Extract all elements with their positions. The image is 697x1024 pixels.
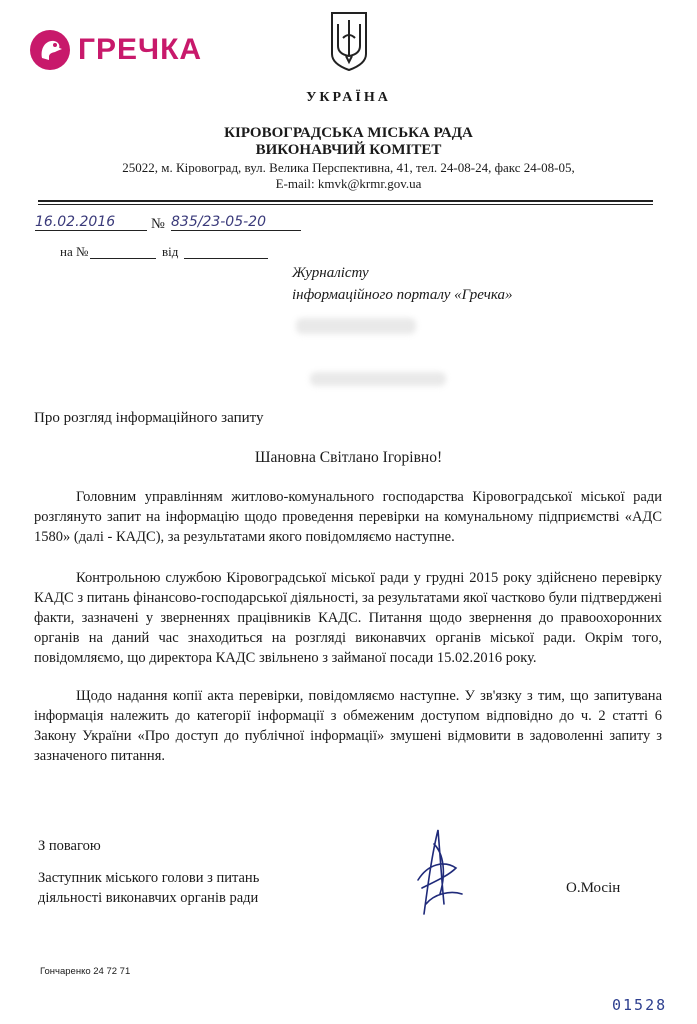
signatory-title-line-2: діяльності виконавчих органів ради (38, 890, 259, 906)
signatory-title-line-1: Заступник міського голови з питань (38, 870, 260, 886)
org-line-2: ВИКОНАВЧИЙ КОМІТЕТ (255, 142, 442, 158)
org-line-1: КІРОВОГРАДСЬКА МІСЬКА РАДА (224, 125, 473, 141)
recipient-line-1: Журналісту (292, 265, 369, 281)
email-line: E-mail: kmvk@krmr.gov.ua (275, 176, 422, 191)
parrot-icon (30, 30, 70, 70)
letterhead-rule-thick (38, 200, 653, 202)
trident-emblem-icon (329, 10, 369, 77)
handwritten-signature (404, 824, 474, 929)
outgoing-reference (35, 214, 335, 238)
incoming-date-blank (184, 258, 268, 259)
site-logo (30, 30, 202, 70)
redacted-name (296, 318, 416, 334)
body-paragraph-3: Щодо надання копії акта перевірки, повідомляємо наступне. У зв'язку з тим, що запитувана інформація належить до категорії інформації з обмеженим доступом відповідно до ч. 2 статті 6 Закону України «Про доступ до публічної інформації» змушені відмовити в задоволенні запиту з зазначеного питання. (34, 688, 662, 764)
address-line: 25022, м. Кіровоград, вул. Велика Перспективна, 41, тел. 24-08-24, факс 24-08-05, (122, 160, 575, 175)
executor-note: Гончаренко 24 72 71 (40, 966, 131, 977)
incoming-reference (60, 244, 280, 264)
outgoing-date: 16.02.2016 (35, 214, 147, 231)
incoming-number-label: на № (60, 244, 89, 259)
outgoing-number-label: № (151, 216, 165, 232)
incoming-number-blank (90, 258, 156, 259)
country-heading: УКРАЇНА (306, 90, 391, 105)
signatory-name: О.Мосін (566, 880, 621, 896)
closing-phrase: З повагою (38, 838, 101, 854)
body-paragraph-2: Контрольною службою Кіровоградської міської ради у грудні 2015 року здійснено перевірку КАДС з питань фінансово-господарської діяльності, за результатами якої частково були підтверджені факти, зазначені у зверненнях працівників КАДС. Питання щодо звернення до правоохоронних органів на даний час знаходиться на розгляді виконавчих органів міської ради. Окрім того, повідомляємо, що директора КАДС звільнено з займаної посади 15.02.2016 року. (34, 570, 662, 666)
outgoing-number: 835/23-05-20 (171, 214, 301, 231)
address-block (0, 160, 697, 192)
recipient-line-2: інформаційного порталу «Гречка» (292, 287, 513, 303)
letterhead-rule-thin (38, 204, 653, 205)
redacted-address (310, 372, 446, 386)
logo-name: ГРЕЧКА (78, 33, 203, 66)
organization-heading (0, 125, 697, 159)
letter-subject: Про розгляд інформаційного запиту (34, 410, 264, 426)
body-paragraph-1: Головним управлінням житлово-комунального господарства Кіровоградської міської ради розглянуто запит на інформацію щодо проведення перевірки на комунальному підприємстві «АДС 1580» (далі - КАДС), за результатами якого повідомляємо наступне. (34, 489, 662, 545)
registration-stamp-number: 01528 (612, 996, 668, 1014)
letter-greeting: Шановна Світлано Ігорівно! (254, 449, 443, 466)
signatory-title (38, 868, 259, 908)
incoming-date-label: від (162, 244, 179, 259)
recipient-block (292, 262, 513, 306)
